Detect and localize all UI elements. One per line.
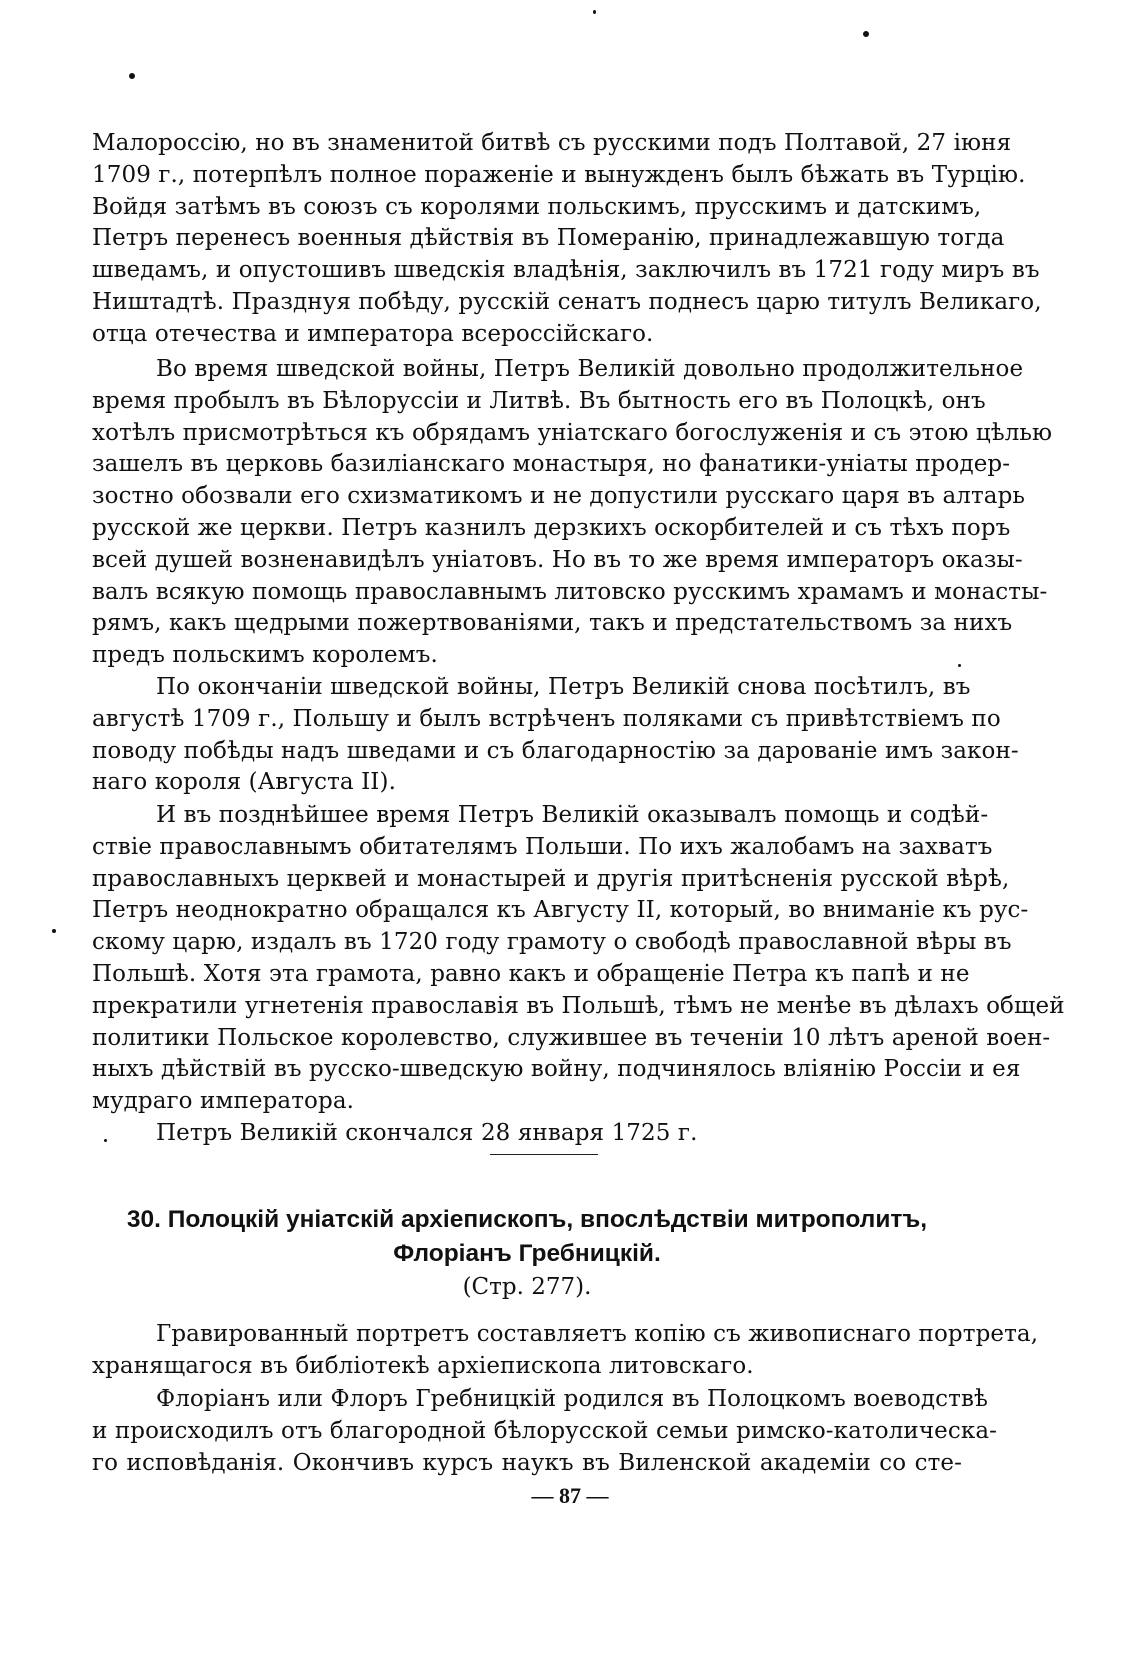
ink-speck bbox=[52, 929, 56, 933]
heading-line: Флоріанъ Гребницкій. bbox=[393, 1240, 661, 1267]
text-line: прекратили угнетенія православія въ Польшѣ, тѣмъ не менѣе въ дѣлахъ общей bbox=[92, 992, 1065, 1019]
text-line: И въ позднѣйшее время Петръ Великій оказывалъ помощь и содѣй- bbox=[156, 802, 989, 828]
text-line: 1709 г., потерпѣлъ полное пораженіе и вынужденъ былъ бѣжать въ Турцію. bbox=[92, 161, 1026, 188]
paragraph bbox=[92, 354, 1053, 672]
section-divider bbox=[490, 1154, 598, 1155]
text-line: рямъ, какъ щедрыми пожертвованіями, такъ и предстательствомъ за нихъ bbox=[92, 610, 1013, 637]
text-line: ныхъ дѣйствій въ русско-шведскую войну, подчинялось вліянію Россіи и ея bbox=[92, 1056, 1021, 1083]
text-line: зостно обозвали его схизматикомъ и не допустили русскаго царя въ алтарь bbox=[92, 483, 1026, 510]
paragraph bbox=[92, 1319, 1039, 1383]
text-line: Петръ перенесъ военныя дѣйствія въ Померанію, принадлежавшую тогда bbox=[92, 225, 1005, 252]
ink-speck bbox=[593, 10, 596, 14]
text-line: время пробылъ въ Бѣлоруссіи и Литвѣ. Въ бытность его въ Полоцкѣ, онъ bbox=[92, 387, 986, 414]
text-line: Ништадтѣ. Празднуя побѣду, русскій сенатъ поднесъ царю титулъ Великаго, bbox=[92, 288, 1042, 315]
text-line: Петръ неоднократно обращался къ Августу II, который, во вниманіе къ рус- bbox=[92, 897, 1029, 924]
text-line: православныхъ церквей и монастырей и другія притѣсненія русской вѣрѣ, bbox=[92, 865, 1010, 892]
text-line: Польшѣ. Хотя эта грамота, равно какъ и обращеніе Петра къ папѣ и не bbox=[92, 960, 970, 987]
text-line: По окончаніи шведской войны, Петръ Великій снова посѣтилъ, въ bbox=[156, 674, 971, 700]
text-line: Петръ Великій скончался 28 января 1725 г. bbox=[156, 1120, 698, 1146]
page-number: — 87 — bbox=[531, 1483, 609, 1508]
paragraph bbox=[92, 800, 1065, 1118]
text-line: хранящагося въ библіотекѣ архіепископа литовскаго. bbox=[92, 1352, 754, 1379]
text-line: отца отечества и императора всероссійскаго. bbox=[92, 320, 654, 347]
text-line: поводу побѣды надъ шведами и съ благодарностію за дарованіе имъ закон- bbox=[92, 737, 1019, 764]
text-line: Малороссію, но въ знаменитой битвѣ съ русскими подъ Полтавой, 27 іюня bbox=[92, 130, 1012, 156]
paragraph bbox=[92, 1118, 962, 1150]
text-line: предъ польскимъ королемъ. bbox=[92, 642, 438, 669]
text-line: го исповѣданія. Окончивъ курсъ наукъ въ Виленской академіи со сте- bbox=[92, 1449, 962, 1476]
text-line: политики Польское королевство, служившее въ теченіи 10 лѣтъ ареной воен- bbox=[92, 1024, 1051, 1051]
text-line: августѣ 1709 г., Польшу и былъ встрѣченъ поляками съ привѣтствіемъ по bbox=[92, 705, 1001, 732]
text-line: шведамъ, и опустошивъ шведскія владѣнія, заключилъ въ 1721 году миръ въ bbox=[92, 257, 1040, 284]
ink-speck bbox=[129, 73, 135, 79]
text-line: наго короля (Августа II). bbox=[92, 769, 396, 796]
ink-speck bbox=[863, 31, 869, 37]
paragraph-continuation bbox=[92, 128, 1042, 351]
paragraph bbox=[92, 672, 1019, 799]
text-line: ствіе православнымъ обитателямъ Польши. По ихъ жалобамъ на захватъ bbox=[92, 833, 993, 860]
text-line: Во время шведской войны, Петръ Великій довольно продолжительное bbox=[156, 356, 1024, 382]
section-heading bbox=[92, 1203, 962, 1303]
text-line: русской же церкви. Петръ казнилъ дерзкихъ оскорбителей и съ тѣхъ поръ bbox=[92, 514, 1011, 541]
paragraph bbox=[92, 1384, 998, 1479]
text-line: хотѣлъ присмотрѣться къ обрядамъ уніатскаго богослуженія и съ этою цѣлью bbox=[92, 419, 1053, 446]
page-reference: (Стр. 277). bbox=[462, 1274, 592, 1300]
text-line: Войдя затѣмъ въ союзъ съ королями польскимъ, прусскимъ и датскимъ, bbox=[92, 193, 982, 220]
text-line: мудраго императора. bbox=[92, 1088, 355, 1115]
text-line: всей душей возненавидѣлъ уніатовъ. Но въ то же время императоръ оказы- bbox=[92, 546, 1023, 573]
text-line: скому царю, издалъ въ 1720 году грамоту о свободѣ православной вѣры въ bbox=[92, 929, 1012, 956]
text-line: и происходилъ отъ благородной бѣлорусской семьи римско-католическа- bbox=[92, 1417, 998, 1444]
text-line: Флоріанъ или Флоръ Гребницкій родился въ Полоцкомъ воеводствѣ bbox=[156, 1386, 989, 1412]
heading-line: 30. Полоцкій уніатскій архіепископъ, впослѣдствіи митрополитъ, bbox=[126, 1206, 928, 1233]
text-line: зашелъ въ церковь базиліанскаго монастыря, но фанатики-уніаты продер- bbox=[92, 451, 1011, 478]
text-line: валъ всякую помощь православнымъ литовско русскимъ храмамъ и монасты- bbox=[92, 578, 1048, 605]
text-line: Гравированный портретъ составляетъ копію съ живописнаго портрета, bbox=[156, 1321, 1039, 1347]
